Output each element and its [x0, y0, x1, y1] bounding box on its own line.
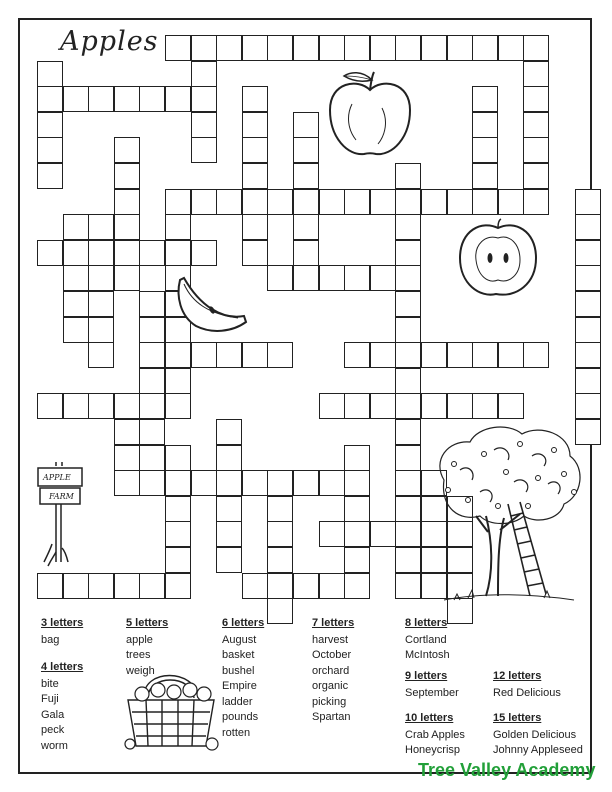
crossword-cell[interactable]	[575, 240, 601, 266]
crossword-cell[interactable]	[165, 86, 191, 112]
crossword-cell[interactable]	[191, 137, 217, 163]
crossword-cell[interactable]	[267, 265, 293, 291]
word-list-group	[493, 669, 561, 701]
crossword-cell[interactable]	[267, 342, 293, 368]
crossword-cell[interactable]	[344, 445, 370, 471]
crossword-cell[interactable]	[63, 265, 89, 291]
crossword-cell[interactable]	[37, 393, 63, 419]
crossword-cell[interactable]	[293, 189, 319, 215]
crossword-cell[interactable]	[472, 35, 498, 61]
crossword-cell[interactable]	[523, 137, 549, 163]
crossword-cell[interactable]	[319, 393, 345, 419]
crossword-cell[interactable]	[395, 214, 421, 240]
crossword-cell[interactable]	[63, 86, 89, 112]
crossword-cell[interactable]	[216, 521, 242, 547]
word-list-item: apple	[126, 633, 153, 646]
word-list-group	[312, 616, 354, 726]
crossword-cell[interactable]	[165, 573, 191, 599]
crossword-cell[interactable]	[395, 342, 421, 368]
crossword-cell[interactable]	[139, 419, 165, 445]
crossword-cell[interactable]	[242, 137, 268, 163]
crossword-cell[interactable]	[242, 214, 268, 240]
brand-footer: Tree Valley Academy	[418, 760, 596, 780]
crossword-cell[interactable]	[88, 240, 114, 266]
crossword-cell[interactable]	[37, 137, 63, 163]
crossword-cell[interactable]	[191, 342, 217, 368]
word-list-heading: 9 letters	[405, 670, 448, 682]
crossword-cell[interactable]	[139, 291, 165, 317]
crossword-cell[interactable]	[37, 61, 63, 87]
crossword-cell[interactable]	[114, 240, 140, 266]
crossword-cell[interactable]	[447, 342, 473, 368]
crossword-cell[interactable]	[88, 393, 114, 419]
crossword-cell[interactable]	[370, 521, 396, 547]
word-list-item: Johnny Appleseed	[493, 744, 583, 756]
crossword-cell[interactable]	[395, 573, 421, 599]
word-list-heading: 5 letters	[126, 617, 169, 629]
crossword-cell[interactable]	[395, 317, 421, 343]
crossword-cell[interactable]	[114, 573, 140, 599]
crossword-cell[interactable]	[395, 521, 421, 547]
crossword-cell[interactable]	[395, 291, 421, 317]
crossword-cell[interactable]	[165, 214, 191, 240]
crossword-cell[interactable]	[114, 214, 140, 240]
crossword-cell[interactable]	[267, 35, 293, 61]
crossword-cell[interactable]	[575, 342, 601, 368]
crossword-cell[interactable]	[523, 112, 549, 138]
word-list-item: pounds	[222, 711, 259, 723]
word-list-item: Crab Apples	[405, 728, 465, 741]
crossword-cell[interactable]	[370, 393, 396, 419]
crossword-cell[interactable]	[191, 61, 217, 87]
crossword-cell[interactable]	[447, 189, 473, 215]
crossword-cell[interactable]	[267, 547, 293, 573]
crossword-cell[interactable]	[370, 189, 396, 215]
crossword-cell[interactable]	[165, 521, 191, 547]
crossword-cell[interactable]	[114, 445, 140, 471]
crossword-cell[interactable]	[523, 163, 549, 189]
crossword-cell[interactable]	[523, 342, 549, 368]
crossword-cell[interactable]	[139, 470, 165, 496]
crossword-cell[interactable]	[293, 240, 319, 266]
crossword-cell[interactable]	[267, 598, 293, 624]
crossword-cell[interactable]	[293, 573, 319, 599]
crossword-cell[interactable]	[191, 35, 217, 61]
crossword-cell[interactable]	[344, 393, 370, 419]
crossword-cell[interactable]	[114, 470, 140, 496]
word-list-item: rotten	[222, 726, 251, 739]
crossword-cell[interactable]	[395, 547, 421, 573]
crossword-cell[interactable]	[472, 112, 498, 138]
crossword-cell[interactable]	[395, 496, 421, 522]
crossword-cell[interactable]	[293, 137, 319, 163]
crossword-cell[interactable]	[63, 573, 89, 599]
farm-sign-line2: FARM	[49, 492, 74, 501]
crossword-cell[interactable]	[395, 163, 421, 189]
word-list-item: Empire	[222, 680, 257, 692]
word-list-item: Cortland	[405, 633, 447, 646]
crossword-cell[interactable]	[216, 547, 242, 573]
crossword-cell[interactable]	[344, 573, 370, 599]
word-list-item: worm	[41, 739, 68, 752]
word-list-heading: 3 letters	[41, 617, 84, 629]
crossword-cell[interactable]	[421, 342, 447, 368]
crossword-cell[interactable]	[267, 521, 293, 547]
crossword-cell[interactable]	[395, 189, 421, 215]
crossword-cell[interactable]	[319, 521, 345, 547]
crossword-cell[interactable]	[165, 189, 191, 215]
crossword-cell[interactable]	[395, 393, 421, 419]
crossword-cell[interactable]	[523, 86, 549, 112]
word-list-heading: 4 letters	[41, 661, 84, 673]
word-list-item: peck	[41, 724, 65, 736]
crossword-cell[interactable]	[267, 470, 293, 496]
crossword-cell[interactable]	[63, 240, 89, 266]
crossword-cell[interactable]	[523, 35, 549, 61]
crossword-cell[interactable]	[370, 265, 396, 291]
crossword-cell[interactable]	[191, 470, 217, 496]
crossword-cell[interactable]	[114, 265, 140, 291]
word-list-item: bite	[41, 677, 59, 690]
word-list-group	[493, 711, 583, 759]
crossword-cell[interactable]	[575, 291, 601, 317]
crossword-cell[interactable]	[421, 189, 447, 215]
word-list-item: trees	[126, 649, 151, 661]
crossword-cell[interactable]	[191, 112, 217, 138]
word-list-item: Spartan	[312, 711, 351, 723]
crossword-cell[interactable]	[37, 163, 63, 189]
crossword-cell[interactable]	[165, 342, 191, 368]
crossword-cell[interactable]	[63, 393, 89, 419]
crossword-cell[interactable]	[575, 368, 601, 394]
word-list-item: October	[312, 649, 352, 661]
crossword-cell[interactable]	[242, 163, 268, 189]
crossword-cell[interactable]	[88, 342, 114, 368]
word-list-group	[41, 660, 83, 754]
crossword-cell[interactable]	[267, 496, 293, 522]
word-list-item: harvest	[312, 633, 349, 646]
ladder-icon	[504, 500, 554, 600]
crossword-cell[interactable]	[575, 317, 601, 343]
word-list-item: Red Delicious	[493, 686, 561, 699]
crossword-cell[interactable]	[165, 368, 191, 394]
crossword-cell[interactable]	[575, 189, 601, 215]
crossword-cell[interactable]	[575, 265, 601, 291]
crossword-cell[interactable]	[267, 573, 293, 599]
crossword-cell[interactable]	[216, 342, 242, 368]
crossword-cell[interactable]	[242, 189, 268, 215]
crossword-cell[interactable]	[139, 393, 165, 419]
word-list-item: McIntosh	[405, 649, 450, 661]
word-list-item: organic	[312, 680, 349, 692]
apple-icon	[322, 68, 418, 160]
crossword-cell[interactable]	[37, 86, 63, 112]
crossword-cell[interactable]	[447, 393, 473, 419]
crossword-cell[interactable]	[344, 265, 370, 291]
word-list-item: picking	[312, 695, 347, 708]
page-title: Apples	[60, 26, 159, 57]
crossword-cell[interactable]	[472, 342, 498, 368]
crossword-cell[interactable]	[37, 240, 63, 266]
word-list-item: September	[405, 686, 459, 699]
crossword-cell[interactable]	[63, 214, 89, 240]
crossword-cell[interactable]	[63, 291, 89, 317]
crossword-cell[interactable]	[139, 445, 165, 471]
crossword-cell[interactable]	[421, 393, 447, 419]
crossword-cell[interactable]	[344, 521, 370, 547]
crossword-cell[interactable]	[165, 470, 191, 496]
crossword-cell[interactable]	[370, 342, 396, 368]
crossword-cell[interactable]	[139, 342, 165, 368]
crossword-cell[interactable]	[139, 86, 165, 112]
crossword-cell[interactable]	[37, 112, 63, 138]
word-list-group	[405, 616, 450, 664]
crossword-cell[interactable]	[114, 86, 140, 112]
crossword-cell[interactable]	[293, 112, 319, 138]
crossword-cell[interactable]	[319, 470, 345, 496]
crossword-cell[interactable]	[114, 419, 140, 445]
crossword-cell[interactable]	[319, 573, 345, 599]
crossword-cell[interactable]	[395, 419, 421, 445]
crossword-cell[interactable]	[88, 265, 114, 291]
word-list-item: bushel	[222, 664, 255, 677]
crossword-cell[interactable]	[421, 35, 447, 61]
crossword-cell[interactable]	[498, 393, 524, 419]
word-list-item: Gala	[41, 708, 65, 721]
word-list-item: August	[222, 633, 257, 646]
word-list-heading: 10 letters	[405, 712, 454, 724]
word-list-item: ladder	[222, 695, 253, 708]
crossword-cell[interactable]	[395, 240, 421, 266]
crossword-cell[interactable]	[242, 112, 268, 138]
crossword-cell[interactable]	[88, 214, 114, 240]
crossword-cell[interactable]	[242, 470, 268, 496]
crossword-cell[interactable]	[216, 419, 242, 445]
crossword-cell[interactable]	[293, 265, 319, 291]
crossword-cell[interactable]	[114, 189, 140, 215]
crossword-cell[interactable]	[395, 35, 421, 61]
crossword-cell[interactable]	[293, 35, 319, 61]
crossword-cell[interactable]	[191, 189, 217, 215]
crossword-cell[interactable]	[63, 317, 89, 343]
farm-sign-line1: APPLE	[43, 473, 71, 482]
word-list-group	[222, 616, 264, 741]
crossword-cell[interactable]	[267, 189, 293, 215]
crossword-cell[interactable]	[293, 214, 319, 240]
word-list-item: bag	[41, 633, 60, 646]
word-list-heading: 15 letters	[493, 712, 542, 724]
crossword-cell[interactable]	[165, 445, 191, 471]
word-list-group	[41, 616, 83, 648]
word-list-item: basket	[222, 649, 255, 661]
crossword-cell[interactable]	[498, 342, 524, 368]
word-list-item: Fuji	[41, 693, 59, 705]
crossword-cell[interactable]	[293, 470, 319, 496]
crossword-cell[interactable]	[319, 265, 345, 291]
apple-slice-icon	[172, 276, 250, 336]
crossword-cell[interactable]	[165, 240, 191, 266]
crossword-cell[interactable]	[344, 342, 370, 368]
crossword-cell[interactable]	[88, 86, 114, 112]
crossword-cell[interactable]	[216, 470, 242, 496]
crossword-cell[interactable]	[575, 214, 601, 240]
crossword-cell[interactable]	[165, 547, 191, 573]
crossword-cell[interactable]	[191, 86, 217, 112]
crossword-cell[interactable]	[191, 240, 217, 266]
word-list-group	[405, 669, 459, 701]
crossword-cell[interactable]	[472, 163, 498, 189]
crossword-cell[interactable]	[242, 240, 268, 266]
crossword-cell[interactable]	[216, 496, 242, 522]
apple-half-icon	[456, 218, 540, 300]
crossword-cell[interactable]	[242, 35, 268, 61]
crossword-cell[interactable]	[88, 573, 114, 599]
crossword-cell[interactable]	[344, 547, 370, 573]
word-list-item: weigh	[126, 664, 155, 677]
crossword-cell[interactable]	[139, 317, 165, 343]
crossword-cell[interactable]	[472, 137, 498, 163]
crossword-cell[interactable]	[88, 317, 114, 343]
word-list-item: Honeycrisp	[405, 744, 461, 756]
word-list-item: Golden Delicious	[493, 728, 577, 741]
crossword-cell[interactable]	[242, 342, 268, 368]
word-list-heading: 7 letters	[312, 617, 355, 629]
crossword-cell[interactable]	[344, 35, 370, 61]
crossword-cell[interactable]	[139, 368, 165, 394]
crossword-cell[interactable]	[344, 189, 370, 215]
crossword-cell[interactable]	[344, 496, 370, 522]
crossword-cell[interactable]	[472, 189, 498, 215]
crossword-cell[interactable]	[498, 189, 524, 215]
crossword-cell[interactable]	[395, 368, 421, 394]
crossword-cell[interactable]	[575, 393, 601, 419]
crossword-cell[interactable]	[319, 189, 345, 215]
crossword-cell[interactable]	[523, 61, 549, 87]
crossword-cell[interactable]	[165, 393, 191, 419]
crossword-cell[interactable]	[139, 573, 165, 599]
crossword-cell[interactable]	[523, 189, 549, 215]
crossword-cell[interactable]	[498, 35, 524, 61]
crossword-cell[interactable]	[319, 35, 345, 61]
crossword-cell[interactable]	[114, 393, 140, 419]
crossword-cell[interactable]	[216, 189, 242, 215]
crossword-cell[interactable]	[370, 35, 396, 61]
word-list-group	[405, 711, 465, 759]
word-list-heading: 12 letters	[493, 670, 542, 682]
crossword-cell[interactable]	[216, 445, 242, 471]
crossword-cell[interactable]	[114, 137, 140, 163]
crossword-cell[interactable]	[472, 393, 498, 419]
word-list-item: orchard	[312, 664, 350, 677]
crossword-cell[interactable]	[395, 470, 421, 496]
crossword-cell[interactable]	[395, 265, 421, 291]
crossword-cell[interactable]	[216, 35, 242, 61]
crossword-cell[interactable]	[88, 291, 114, 317]
word-list-heading: 6 letters	[222, 617, 265, 629]
crossword-cell[interactable]	[447, 35, 473, 61]
crossword-cell[interactable]	[139, 240, 165, 266]
crossword-cell[interactable]	[114, 163, 140, 189]
word-list-group	[126, 616, 168, 679]
crossword-cell[interactable]	[165, 35, 191, 61]
crossword-cell[interactable]	[242, 573, 268, 599]
crossword-cell[interactable]	[242, 86, 268, 112]
crossword-cell[interactable]	[293, 163, 319, 189]
crossword-cell[interactable]	[344, 470, 370, 496]
word-list-heading: 8 letters	[405, 617, 448, 629]
crossword-cell[interactable]	[37, 573, 63, 599]
crossword-cell[interactable]	[472, 86, 498, 112]
crossword-cell[interactable]	[165, 496, 191, 522]
crossword-cell[interactable]	[395, 445, 421, 471]
